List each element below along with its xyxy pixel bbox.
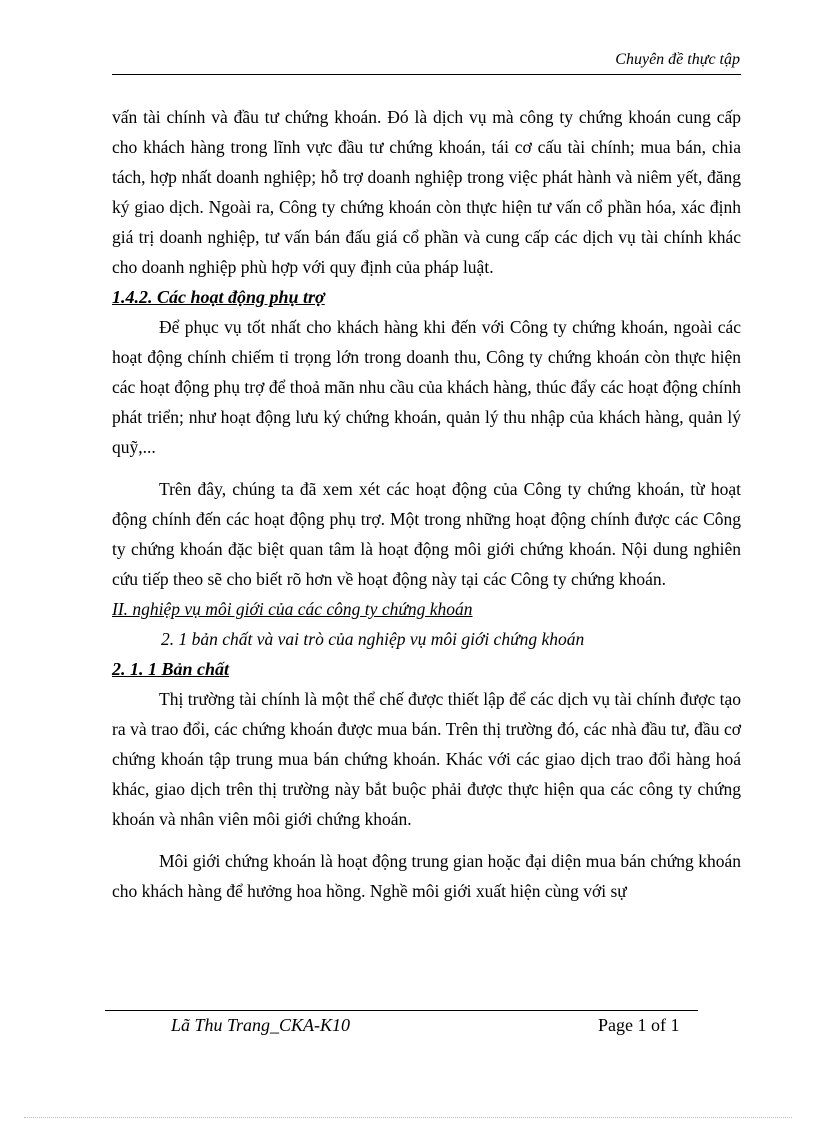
paragraph-support-activities: Để phục vụ tốt nhất cho khách hàng khi đến với Công ty chứng khoán, ngoài các hoạt động chính chiếm tỉ trọng lớn trong doanh thu, Công ty chứng khoán còn thực hiện các hoạt động phụ trợ để thoả mãn nhu cầu của khách hàng, thúc đẩy các hoạt động chính phát triển; như hoạt động lưu ký chứng khoán, quản lý thu nhập của khách hàng, quản lý quỹ,... (112, 317, 741, 457)
section-heading-1-4-2: 1.4.2. Các hoạt động phụ trợ (112, 287, 325, 307)
paragraph-summary: Trên đây, chúng ta đã xem xét các hoạt động của Công ty chứng khoán, từ hoạt động chính đến các hoạt động phụ trợ. Một trong những hoạt động chính được các Công ty chứng khoán đặc biệt quan tâm là hoạt động môi giới chứng khoán. Nội dung nghiên cứu tiếp theo sẽ cho biết rõ hơn về hoạt động này tại các Công ty chứng khoán. (112, 479, 741, 589)
chapter-heading-ii: II. nghiệp vụ môi giới của các công ty chứng khoán (112, 599, 473, 619)
paragraph-brokerage-definition: Môi giới chứng khoán là hoạt động trung gian hoặc đại diện mua bán chứng khoán cho khách hàng để hưởng hoa hồng. Nghề môi giới xuất hiện cùng với sự (112, 851, 741, 901)
footer-page-number: Page 1 of 1 (598, 1015, 680, 1035)
document-body (112, 102, 741, 906)
page-boundary (24, 1117, 792, 1118)
footer-author: Lã Thu Trang_CKA-K10 (171, 1015, 351, 1035)
section-heading-2-1-1: 2. 1. 1 Bản chất (112, 659, 230, 679)
footer-divider (105, 1010, 698, 1011)
subheading-2-1: 2. 1 bản chất và vai trò của nghiệp vụ môi giới chứng khoán (161, 629, 585, 649)
paragraph-financial-market: Thị trường tài chính là một thể chế được thiết lập để các dịch vụ tài chính được tạo ra và trao đổi, các chứng khoán được mua bán. Trên thị trường đó, các nhà đầu tư, đầu cơ chứng khoán tập trung mua bán chứng khoán. Khác với các giao dịch trao đổi hàng hoá khác, giao dịch trên thị trường này bắt buộc phải được thực hiện qua các công ty chứng khoán và nhân viên môi giới chứng khoán. (112, 689, 741, 829)
paragraph-financial-advisory: vấn tài chính và đầu tư chứng khoán. Đó là dịch vụ mà công ty chứng khoán cung cấp cho khách hàng trong lĩnh vực đầu tư chứng khoán, tái cơ cấu tài chính; mua bán, chia tách, hợp nhất doanh nghiệp; hỗ trợ doanh nghiệp trong việc phát hành và niêm yết, đăng ký giao dịch. Ngoài ra, Công ty chứng khoán còn thực hiện tư vấn cổ phần hóa, xác định giá trị doanh nghiệp, tư vấn bán đấu giá cổ phần và cung cấp các dịch vụ tài chính khác cho doanh nghiệp phù hợp với quy định của pháp luật. (112, 107, 741, 277)
running-header: Chuyên đề thực tập (615, 51, 740, 68)
header-divider (112, 74, 741, 75)
